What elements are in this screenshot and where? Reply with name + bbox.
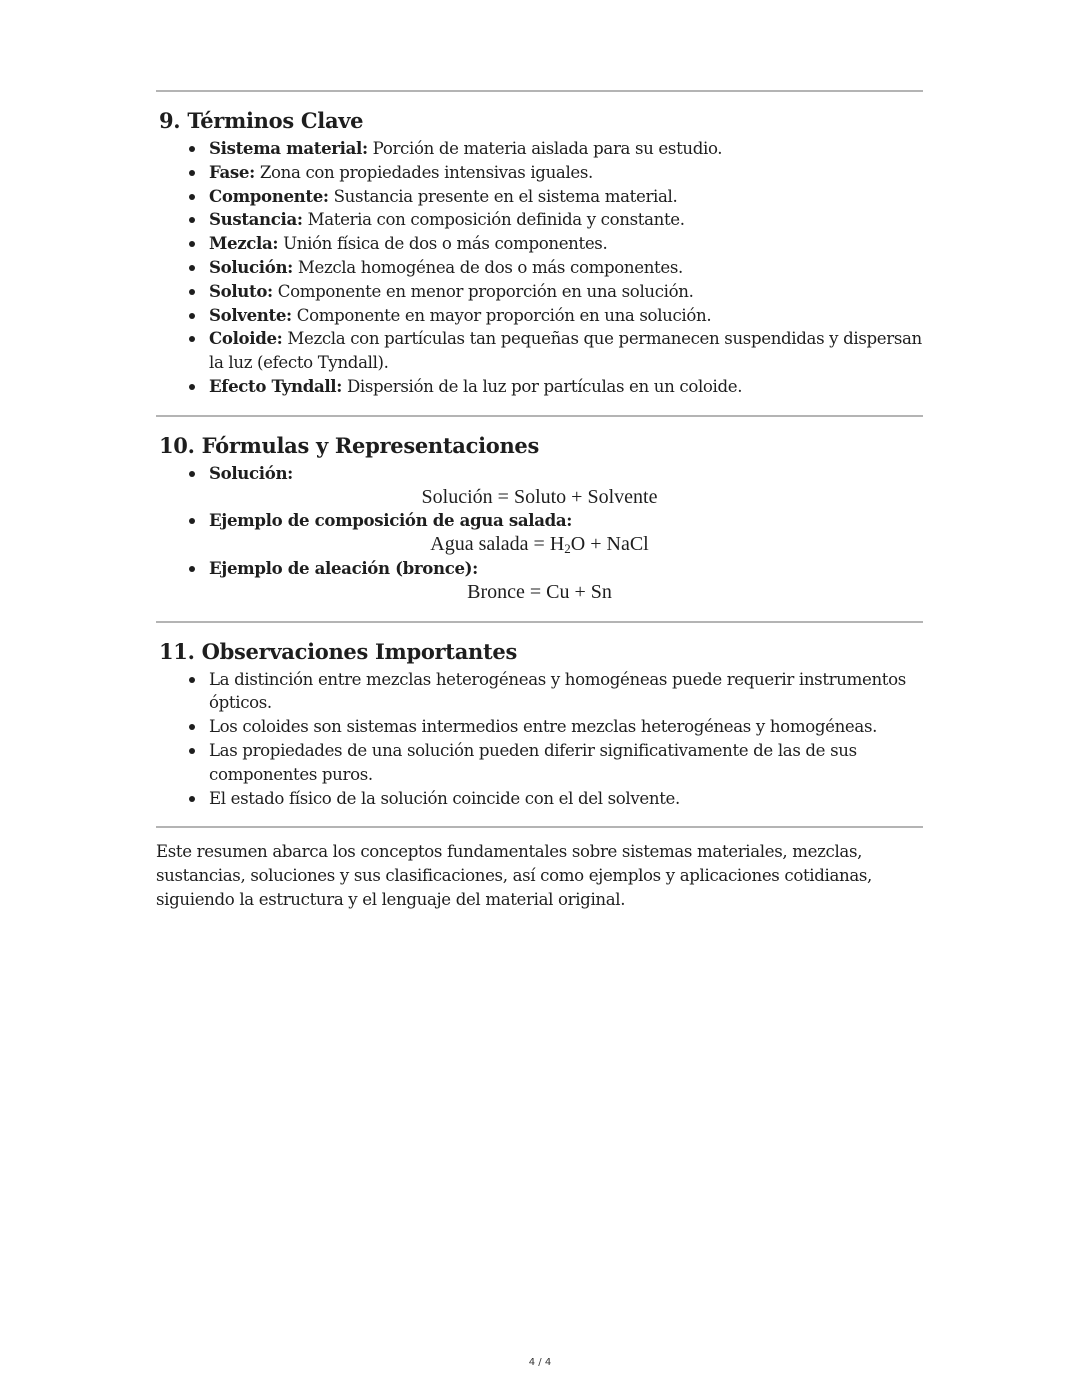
term: Solución: [209,256,293,277]
definition: Dispersión de la luz por partículas en un coloide. [342,376,743,396]
section-title-observaciones: 11. Observaciones Importantes [159,638,517,664]
term: Componente: [209,185,329,206]
key-terms-list [156,137,923,399]
list-item [209,161,923,185]
term: Sustancia: [209,209,303,230]
definition: Unión física de dos o más componentes. [278,234,608,254]
list-item: El estado físico de la solución coincide con el del solvente. [209,787,923,811]
formula-solucion: Solución = Soluto + Solvente [421,485,658,508]
list-item [209,509,923,557]
list-item [209,185,923,209]
list-item [209,280,923,304]
list-item [209,557,923,605]
term: Solvente: [209,304,292,325]
list-item [209,462,923,510]
definition: Materia con composición definida y constante. [302,210,685,230]
definition: Componente en menor proporción en una solución. [272,281,694,301]
formula-label: Ejemplo de aleación (bronce): [209,557,478,578]
list-item [209,208,923,232]
list-item [209,232,923,256]
closing-paragraph: Este resumen abarca los conceptos fundamentales sobre sistemas materiales, mezclas, sustancias, soluciones y sus clasificaciones, así como ejemplos y aplicaciones cotidianas, siguiendo la estructura y el lenguaje del material original. [156,842,872,909]
list-item [209,304,923,328]
observations-list [156,668,923,811]
term: Coloide: [209,328,283,349]
formula-label: Solución: [209,462,293,483]
definition: Porción de materia aislada para su estudio. [367,139,723,158]
page-number: 4 / 4 [528,1357,552,1368]
definition: Zona con propiedades intensivas iguales. [254,162,593,182]
definition: Sustancia presente en el sistema material. [328,186,678,206]
list-item: La distinción entre mezclas heterogéneas y homogéneas puede requerir instrumentos ópticos. [209,668,923,716]
list-item [209,256,923,280]
definition: Componente en mayor proporción en una solución. [291,305,712,325]
list-item [209,137,923,161]
formulas-list [156,462,923,605]
section-title-formulas: 10. Fórmulas y Representaciones [159,432,540,458]
list-item [209,327,923,375]
term: Sistema material: [209,138,368,158]
definition: Mezcla homogénea de dos o más componentes. [292,257,683,277]
document-page [156,90,923,912]
term: Soluto: [209,280,273,301]
term: Mezcla: [209,233,279,254]
list-item [209,375,923,399]
section-title-terminos-clave: 9. Términos Clave [159,108,364,133]
term: Efecto Tyndall: [209,375,343,396]
list-item: Los coloides son sistemas intermedios entre mezclas heterogéneas y homogéneas. [209,715,923,739]
formula-agua-salada: Agua salada = $H_2O$ + NaCl [430,533,649,557]
list-item: Las propiedades de una solución pueden diferir significativamente de las de sus componentes puros. [209,739,923,787]
term: Fase: [209,161,255,182]
formula-bronce: Bronce = Cu + Sn [467,580,612,603]
formula-label: Ejemplo de composición de agua salada: [209,510,573,531]
definition: Mezcla con partículas tan pequeñas que permanecen suspendidas y dispersan la luz (efecto Tyndall). [209,329,922,373]
